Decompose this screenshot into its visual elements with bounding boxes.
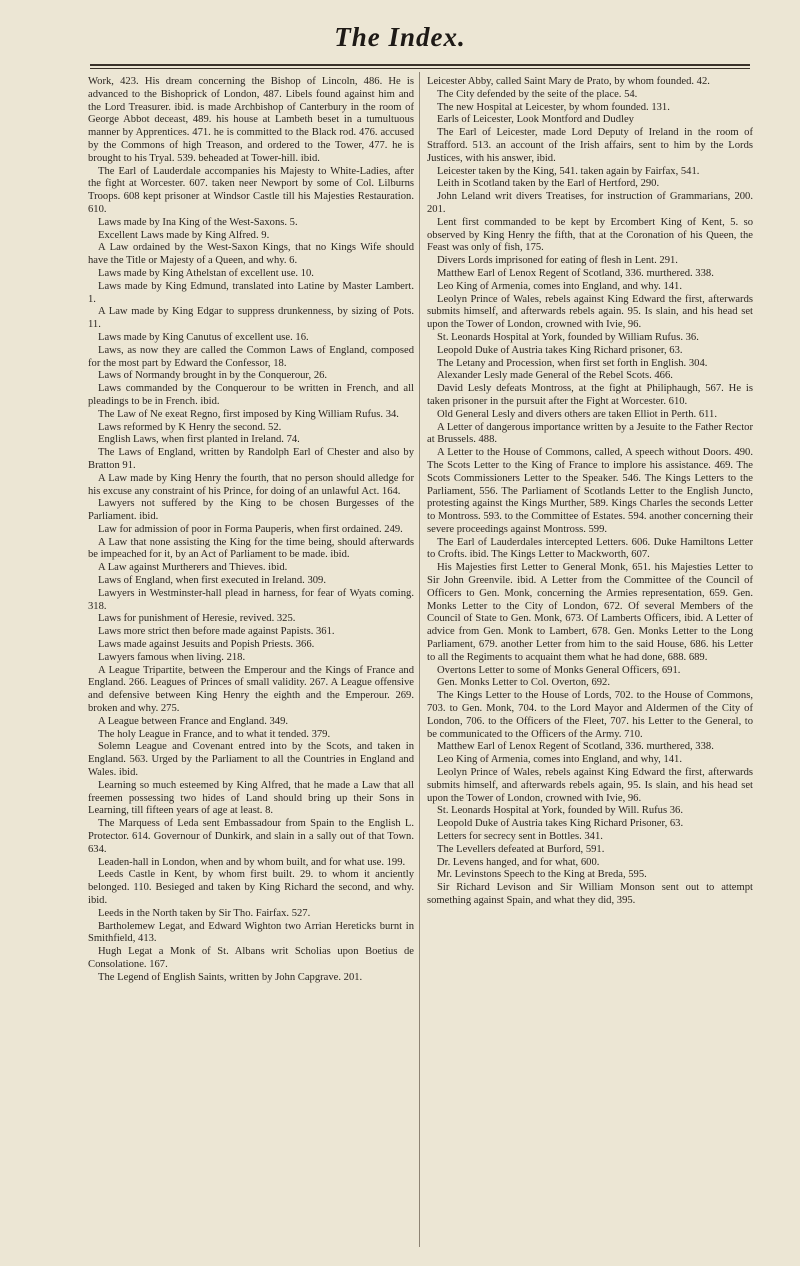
index-entry: Leo King of Armenia, comes into England, and why, 141. xyxy=(437,754,682,766)
index-entry: Lawyers famous when living. 218. xyxy=(98,651,246,663)
index-entry: The Letany and Procession, when first set forth in English. 304. xyxy=(437,357,708,369)
index-entry: Matthew Earl of Lenox Regent of Scotland, 336. murthered, 338. xyxy=(437,741,714,753)
index-entry: Excellent Laws made by King Alfred. 9. xyxy=(98,229,270,241)
index-entry: Letters for secrecy sent in Bottles. 341. xyxy=(437,831,603,843)
column-divider xyxy=(419,72,420,1247)
index-entry: Leolyn Prince of Wales, rebels against King Edward the first, afterwards submits himself, and afterwards rebels again, 95. Is slain, and his head set upon the Tower of London, crowned with Ivie, 96. xyxy=(427,767,753,804)
index-entry: The Legend of English Saints, written by John Capgrave. 201. xyxy=(98,971,363,983)
index-entry: A Law made by King Edgar to suppress drunkenness, by sizing of Pots. 11. xyxy=(88,306,414,331)
index-entry: Divers Lords imprisoned for eating of flesh in Lent. 291. xyxy=(437,255,678,267)
index-entry: Earls of Leicester, Look Montford and Dudley xyxy=(437,114,634,126)
index-entry: Solemn League and Covenant entred into by the Scots, and taken in England. 563. Urged by the Parliament to all the Countries in England and Wales. ibid. xyxy=(88,741,414,779)
index-entry: Leeds Castle in Kent, by whom first built. 29. to whom it anciently belonged. 110. Besieged and taken by King Richard the second, and why. ibid. xyxy=(88,869,414,906)
index-entry: Law for admission of poor in Forma Pauperis, when first ordained. 249. xyxy=(98,523,403,535)
index-entry: The Earl of Lauderdale accompanies his Majesty to White-Ladies, after the fight at Worcester. 607. taken neer Newport by some of Col. Lilburns Troops. 608 kept prisoner at Windsor Castle till his Majesties Restauration. 610. xyxy=(88,165,414,215)
index-entry: John Leland writ divers Treatises, for instruction of Grammarians, 200. 201. xyxy=(427,191,753,215)
index-entry: Overtons Letter to some of Monks General Officers, 691. xyxy=(437,664,681,676)
index-entry: Matthew Earl of Lenox Regent of Scotland, 336. murthered. 338. xyxy=(437,267,714,279)
index-entry: The City defended by the seite of the place. 54. xyxy=(437,88,638,100)
index-entry: Laws, as now they are called the Common Laws of England, composed for the most part by Edward the Confessor, 18. xyxy=(88,344,414,369)
index-entry: The Marquess of Leda sent Embassadour from Spain to the English L. Protector. 614. Governour of Dunkirk, and slain in a sally out of that Town. 634. xyxy=(88,818,414,855)
index-entry: Laws made by King Canutus of excellent use. 16. xyxy=(98,331,309,343)
index-entry: Leith in Scotland taken by the Earl of Hertford, 290. xyxy=(437,178,660,190)
index-entry: St. Leonards Hospital at York, founded by William Rufus. 36. xyxy=(437,331,699,343)
index-entry: Leolyn Prince of Wales, rebels against King Edward the first, afterwards submits himself, and afterwards rebels again. 95. Is slain, and his head set upon the Tower of London, crowned with Ivie, 96. xyxy=(427,293,753,331)
index-entry: The Law of Ne exeat Regno, first imposed by King William Rufus. 34. xyxy=(98,408,399,420)
index-entry: A League between France and England. 349. xyxy=(98,715,289,727)
right-index-column xyxy=(427,76,753,1251)
index-entry: The Earl of Leicester, made Lord Deputy of Ireland in the room of Strafford. 513. an account of the Irish affairs, sent to him by the Lords Justices, with his answer, ibid. xyxy=(427,127,753,164)
index-entry: The Levellers defeated at Burford, 591. xyxy=(437,843,605,855)
index-entry: A Law ordained by the West-Saxon Kings, that no Kings Wife should have the Title or Majesty of a Queen, and why. 6. xyxy=(88,242,414,267)
index-entry: Leo King of Armenia, comes into England, and why. 141. xyxy=(437,280,682,292)
page-title: The Index. xyxy=(334,22,466,52)
index-entry: Leaden-hall in London, when and by whom built, and for what use. 199. xyxy=(98,856,406,868)
index-entry: Alexander Lesly made General of the Rebel Scots. 466. xyxy=(437,370,673,382)
index-entry: Sir Richard Levison and Sir William Monson sent out to attempt something against Spain, and what they did, 395. xyxy=(427,882,753,906)
left-index-column xyxy=(88,76,414,1251)
index-entry: Laws made by King Athelstan of excellent use. 10. xyxy=(98,267,314,279)
index-entry: Laws made by King Edmund, translated into Latine by Master Lambert. 1. xyxy=(88,280,414,305)
index-entry: A Law that none assisting the King for the time being, should afterwards be impeached for it, by an Act of Parliament to be made. ibid. xyxy=(88,536,414,561)
index-entry: Old General Lesly and divers others are taken Elliot in Perth. 611. xyxy=(437,408,717,420)
index-entry: A Law against Murtherers and Thieves. ibid. xyxy=(98,562,288,574)
index-entry: Bartholemew Legat, and Edward Wighton two Arrian Hereticks burnt in Smithfield, 413. xyxy=(88,920,414,945)
index-entry: A League Tripartite, between the Emperour and the Kings of France and England. 266. Leagues of Princes of small validity. 267. A League offensive and defensive between King Henry the eighth and the Emperour. 269. broken and why. 275. xyxy=(88,664,414,715)
index-entry: Leeds in the North taken by Sir Tho. Fairfax. 527. xyxy=(98,907,311,919)
index-entry: His Majesties first Letter to General Monk, 651. his Majesties Letter to Sir John Greenvile. ibid. A Letter from the Committee of the Council of Officers to Gen. Monk, concerning the Armies representation, 659. Gen. Monks Letter to the City of London, 672. Of several Members of the Council of State to Gen. Monk, 673. Of Lamberts Officers, ibid. A Letter of advice from Gen. Monk to Lambert, 678. Gen. Monks Letter to the Long Parliament, 679. another Letter from him to the said House, 686. his Letter to all the Regiments to acquaint them what he had done, 688. 689. xyxy=(427,562,753,663)
index-entry: Lawyers in Westminster-hall plead in harness, for fear of Wyats coming. 318. xyxy=(88,587,414,612)
index-entry: Lent first commanded to be kept by Ercombert King of Kent, 5. so observed by King Henry the fifth, that at the Coronation of his Queen, the Feast was only of fish, 175. xyxy=(427,216,753,254)
index-entry: A Law made by King Henry the fourth, that no person should alledge for his excuse any constraint of his Prince, for doing of an unlawful Act. 164. xyxy=(88,472,414,497)
index-entry: Leicester taken by the King, 541. taken again by Fairfax, 541. xyxy=(437,165,700,177)
index-entry: The holy League in France, and to what it tended. 379. xyxy=(98,728,331,740)
index-entry: Hugh Legat a Monk of St. Albans writ Scholias upon Boetius de Consolatione. 167. xyxy=(88,946,414,970)
index-entry: Laws made by Ina King of the West-Saxons. 5. xyxy=(98,216,298,228)
index-entry: Laws of England, when first executed in Ireland. 309. xyxy=(98,575,326,587)
index-entry: Laws commanded by the Conquerour to be written in French, and all pleadings to be in French. ibid. xyxy=(88,383,414,407)
index-entry: St. Leonards Hospital at York, founded by Will. Rufus 36. xyxy=(437,805,683,817)
index-entry: The new Hospital at Leicester, by whom founded. 131. xyxy=(437,101,670,113)
index-entry: Gen. Monks Letter to Col. Overton, 692. xyxy=(437,677,611,689)
index-entry: Leopold Duke of Austria takes King Richard prisoner, 63. xyxy=(437,344,683,356)
index-entry: The Earl of Lauderdales intercepted Letters. 606. Duke Hamiltons Letter to Crofts. ibid. The Kings Letter to Mackworth, 607. xyxy=(427,536,753,561)
index-entry: Leicester Abby, called Saint Mary de Prato, by whom founded. 42. xyxy=(427,76,710,87)
index-entry: Laws for punishment of Heresie, revived. 325. xyxy=(98,613,296,625)
index-entry: Learning so much esteemed by King Alfred, that he made a Law that all freemen possessing two hides of Land should bring up their Sons in Learning, till fifteen years of age at least. 8. xyxy=(88,779,414,817)
index-entry: Lawyers not suffered by the King to be chosen Burgesses of the Parliament. ibid. xyxy=(88,498,414,523)
index-entry: A Letter to the House of Commons, called, A speech without Doors. 490. The Scots Letter to the King of France to implore his assistance. 469. The Scots Commissioners Letter to the Speaker. 546. The Kings Letters to the Parliament, 556. The Parliament of Scotlands Letter to the English Juncto, protesting against the Kings Murther, 589. Kings Charles the seconds Letter to Montross. 593. to the Committee of Estates. 594. another concerning their severe proceedings against Montross. 599. xyxy=(427,447,753,535)
index-entry: A Letter of dangerous importance written by a Jesuite to the Father Rector at Brussels. 488. xyxy=(427,421,753,446)
index-entry: Dr. Levens hanged, and for what, 600. xyxy=(437,856,600,868)
index-entry: Laws made against Jesuits and Popish Priests. 366. xyxy=(98,639,315,651)
index-entry: Laws reformed by K Henry the second. 52. xyxy=(98,421,282,433)
header-rule-thin xyxy=(90,68,750,69)
index-entry: The Kings Letter to the House of Lords, 702. to the House of Commons, 703. to Gen. Monk, 704. to the Lord Mayor and Aldermen of the City of London, 706. to the Officers of the Fleet, 707. his Letter to the General, to be communicated to the Officers of the Army. 710. xyxy=(427,690,753,740)
index-entry: Work, 423. His dream concerning the Bishop of Lincoln, 486. He is advanced to the Bishoprick of London, 487. Libels found against him and the Lord Treasurer. ibid. is made Archbishop of Canterbury in the room of George Abbot deceast, 489. his house at Lambeth beset in a tumultuous manner by Apprentices. 471. he is committed to the Black rod. 476. accused by the Commons of high Treason, and ordered to the Tower, 477. he is brought to his Tryal. 539. beheaded at Tower-hill. ibid. xyxy=(88,76,414,164)
index-entry: The Laws of England, written by Randolph Earl of Chester and also by Bratton 91. xyxy=(88,447,414,471)
index-entry: English Laws, when first planted in Ireland. 74. xyxy=(98,434,300,446)
index-entry: Mr. Levinstons Speech to the King at Breda, 595. xyxy=(437,869,647,881)
index-entry: Leopold Duke of Austria takes King Richard Prisoner, 63. xyxy=(437,818,684,830)
index-entry: Laws more strict then before made against Papists. 361. xyxy=(98,626,335,638)
index-entry: David Lesly defeats Montross, at the fight at Philiphaugh, 567. He is taken prisoner in the pursuit after the Fight at Worcester. 610. xyxy=(427,383,753,407)
header-rule xyxy=(90,64,750,66)
index-entry: Laws of Normandy brought in by the Conquerour, 26. xyxy=(98,370,328,382)
